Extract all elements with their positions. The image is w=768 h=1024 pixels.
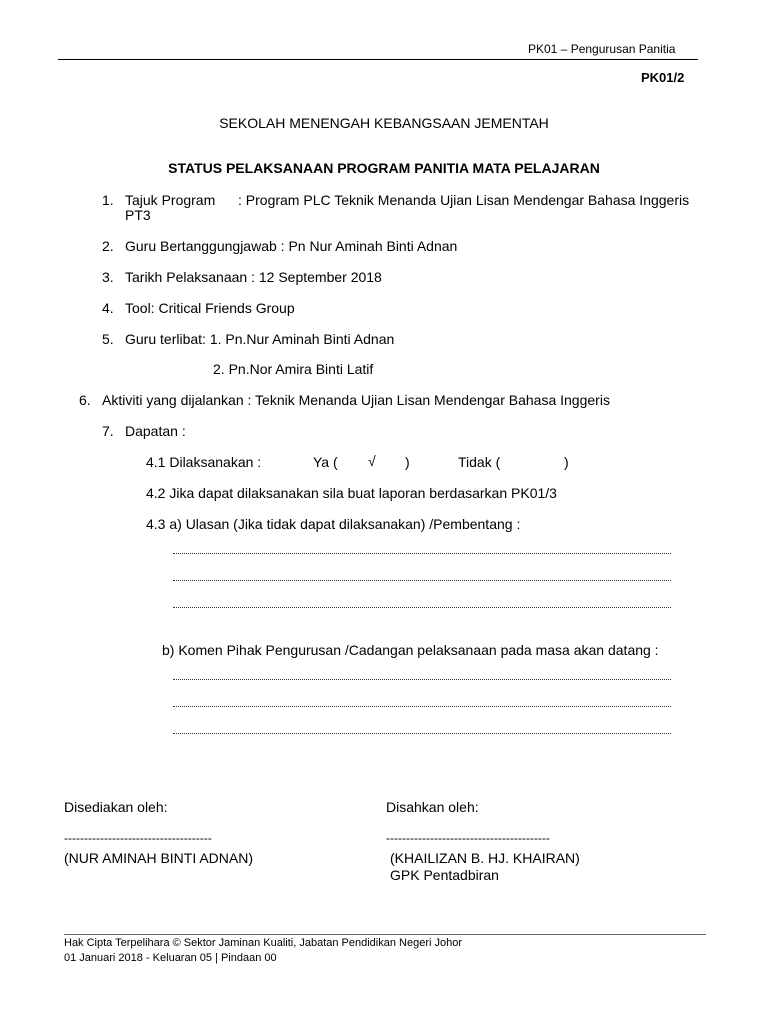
- item-1-continuation: PT3: [125, 207, 151, 223]
- dapatan-4-1-label: 4.1 Dilaksanakan :: [146, 454, 262, 470]
- dapatan-4-2: 4.2 Jika dapat dilaksanakan sila buat laporan berdasarkan PK01/3: [146, 485, 557, 501]
- item-3-text: Tarikh Pelaksanaan : 12 September 2018: [125, 269, 382, 285]
- item-1-label: Tajuk Program: [125, 192, 216, 208]
- item-4-number: 4.: [102, 300, 114, 316]
- item-7-text: Dapatan :: [125, 423, 186, 439]
- item-1-number: 1.: [102, 192, 114, 208]
- header-section: PK01 – Pengurusan Panitia: [528, 42, 676, 56]
- item-5-continuation: 2. Pn.Nor Amira Binti Latif: [213, 361, 374, 377]
- tidak-open: Tidak (: [458, 454, 501, 470]
- item-5-number: 5.: [102, 331, 114, 347]
- form-code: PK01/2: [641, 70, 685, 85]
- komen-line-3: [173, 733, 671, 734]
- footer-copyright: Hak Cipta Terpelihara © Sektor Jaminan Kualiti, Jabatan Pendidikan Negeri Johor: [64, 937, 463, 949]
- item-6-text: Aktiviti yang dijalankan : Teknik Menanda Ujian Lisan Mendengar Bahasa Inggeris: [102, 392, 610, 408]
- item-3-number: 3.: [102, 269, 114, 285]
- prepared-by-signature-line: -------------------------------------: [64, 831, 212, 845]
- item-4-text: Tool: Critical Friends Group: [125, 300, 295, 316]
- dapatan-4-3a: 4.3 a) Ulasan (Jika tidak dapat dilaksanakan) /Pembentang :: [146, 516, 521, 532]
- prepared-by-name: (NUR AMINAH BINTI ADNAN): [64, 850, 254, 866]
- ya-checkmark: √: [368, 453, 376, 469]
- document-title: STATUS PELAKSANAAN PROGRAM PANITIA MATA PELAJARAN: [168, 160, 600, 176]
- approved-by-title: GPK Pentadbiran: [390, 867, 499, 883]
- footer-rule: [64, 934, 706, 935]
- item-1-value: : Program PLC Teknik Menanda Ujian Lisan Mendengar Bahasa Inggeris: [238, 192, 690, 208]
- komen-line-1: [173, 679, 671, 680]
- footer-revision: 01 Januari 2018 - Keluaran 05 | Pindaan 00: [64, 952, 277, 964]
- tidak-close: ): [564, 454, 569, 470]
- approved-by-signature-line: -----------------------------------------: [386, 831, 550, 845]
- item-2-text: Guru Bertanggungjawab : Pn Nur Aminah Binti Adnan: [125, 238, 458, 254]
- komen-line-2: [173, 706, 671, 707]
- approved-by-label: Disahkan oleh:: [386, 799, 479, 815]
- item-6-number: 6.: [79, 392, 91, 408]
- approved-by-name: (KHAILIZAN B. HJ. KHAIRAN): [390, 850, 580, 866]
- item-5-text: Guru terlibat: 1. Pn.Nur Aminah Binti Adnan: [125, 331, 395, 347]
- ulasan-line-1: [173, 553, 671, 554]
- item-7-number: 7.: [102, 423, 114, 439]
- header-rule: [58, 59, 698, 60]
- ulasan-line-2: [173, 580, 671, 581]
- item-2-number: 2.: [102, 238, 114, 254]
- dapatan-4-3b: b) Komen Pihak Pengurusan /Cadangan pelaksanaan pada masa akan datang :: [162, 642, 659, 658]
- prepared-by-label: Disediakan oleh:: [64, 799, 168, 815]
- ulasan-line-3: [173, 607, 671, 608]
- ya-open: Ya (: [313, 454, 338, 470]
- school-name: SEKOLAH MENENGAH KEBANGSAAN JEMENTAH: [219, 115, 549, 131]
- ya-close: ): [405, 454, 410, 470]
